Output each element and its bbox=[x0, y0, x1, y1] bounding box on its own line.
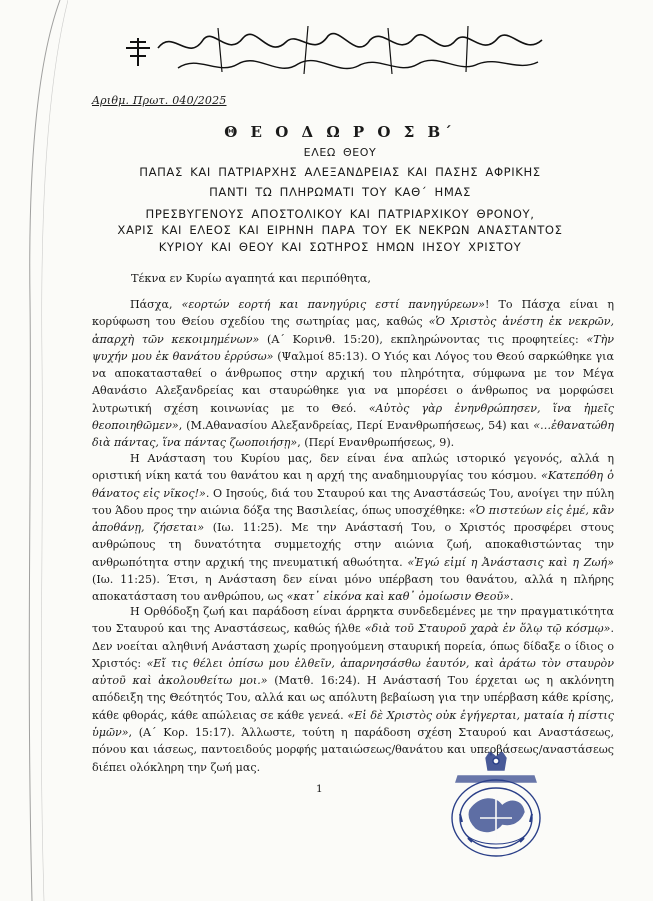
text-span: (Ματθ. 16:24). Η Ανάστασή Του έρχεται ως η ακλόνητη απόδειξη της Θεότητός Του, αλλά και ως απόλυτη βεβαίωση για την υπέρβαση κάθε κρίσης, κάθε φθοράς, κάθε απώλειας σε κάθε γενεά. bbox=[92, 674, 615, 722]
text-span: , (Περί Ενανθρωπήσεως, 9). bbox=[297, 436, 455, 450]
text-span: . bbox=[509, 590, 514, 604]
header-line-3: ΠΑΝΤΙ ΤΩ ΠΛΗΡΩΜΑΤΙ ΤΟΥ ΚΑΘ΄ ΗΜΑΣ bbox=[209, 185, 471, 199]
text-span: Πάσχα, bbox=[130, 298, 182, 311]
protocol-number: Αριθμ. Πρωτ. 040/2025 bbox=[92, 94, 227, 107]
paragraph-2 bbox=[92, 450, 614, 606]
text-span: , (Μ.Αθανασίου Αλεξανδρείας, Περί Ενανθρωπήσεως, 54) και bbox=[178, 419, 534, 433]
paragraph-3 bbox=[92, 603, 614, 776]
quote: «Ὁ πιστεύων εἰς ἐμέ, κἂν ἀποθάνῃ, ζήσεται» bbox=[92, 503, 614, 535]
page-number: 1 bbox=[316, 783, 323, 795]
paragraph-1 bbox=[92, 296, 614, 452]
header-line-1: ΕΛΕΩ ΘΕΟΥ bbox=[303, 146, 377, 159]
header-line-5: ΧΑΡΙΣ ΚΑΙ ΕΛΕΟΣ ΚΑΙ ΕΙΡΗΝΗ ΠΑΡΑ ΤΟΥ ΕΚ ΝΕΚΡΩΝ ΑΝΑΣΤΑΝΤΟΣ bbox=[117, 223, 563, 237]
quote: «…ἐθανατώθη διὰ πάντας, ἵνα πάντας ζωοποιήσῃ» bbox=[92, 419, 614, 450]
fold-line bbox=[8, 0, 68, 901]
text-span: (Ψαλμοί 85:13). Ο Υιός και Λόγος του Θεού σαρκώθηκε για να αποκατασταθεί ο άνθρωπος στην αρχική του πληρότητα, σύμφωνα με τον Μέγα Αθανάσιο Αλεξανδρείας και σταυρώθηκε για να μπορέσει ο άνθρωπος να μορφώσει λυτρωτική σχέση κοινωνίας με το Θεό. bbox=[92, 349, 614, 415]
header-line-4: ΠΡΕΣΒΥΓΕΝΟΥΣ ΑΠΟΣΤΟΛΙΚΟΥ ΚΑΙ ΠΑΤΡΙΑΡΧΙΚΟΥ ΘΡΟΝΟΥ, bbox=[145, 207, 535, 221]
salutation: Τέκνα εν Κυρίω αγαπητά και περιπόθητα, bbox=[131, 272, 372, 285]
text-span: (Α΄ Κορινθ. 15:20), εκπληρώνοντας τις προφητείες: bbox=[259, 332, 587, 346]
quote: «διὰ τοῦ Σταυροῦ χαρὰ ἐν ὅλῳ τῷ κόσμῳ» bbox=[364, 622, 611, 636]
text-span: . Ο Ιησούς, διά του Σταυρού και της Αναστάσεώς Του, ανοίγει την πύλη του Άδου προς την αιώνια δόξα της Βασιλείας, όπως υποσχέθηκε: bbox=[92, 486, 615, 517]
text-span: ! Το Πάσχα είναι η κορύφωση του Θείου σχεδίου της σωτηρίας μας, καθώς bbox=[92, 298, 614, 329]
text-span: (Ιω. 11:25). Έτσι, η Ανάσταση δεν είναι μόνο υπέρβαση του θανάτου, αλλά η πλήρης αποκατάσταση του ανθρώπου, ως bbox=[92, 573, 614, 604]
quote: «Εἰ δὲ Χριστὸς οὐκ ἐγήγερται, ματαία ἡ πίστις ὑμῶν» bbox=[92, 708, 614, 740]
text-span: , (Α΄ Κορ. 15:17). Άλλωστε, τούτη η παράδοση σχέση Σταυρού και Αναστάσεως, πόνου και ιάσεως, παντοειδούς μορφής ματαιώσεως/θανάτου και υπερβάσεως/αναστάσεως διέπει ολόκληρη την ζωή μας. bbox=[92, 726, 614, 774]
quote: «Ὁ Χριστὸς ἀνέστη ἐκ νεκρῶν, ἀπαρχὴ τῶν κεκοιμημένων» bbox=[92, 315, 614, 346]
quote: «εορτών εορτή και πανηγύρις εστί πανηγύρεων» bbox=[181, 298, 485, 311]
quote: «Ἐγώ εἰμί η Ἀνάστασις καὶ η Ζωή» bbox=[407, 555, 614, 569]
quote: «Κατεπόθη ὁ θάνατος εἰς νῖκος!» bbox=[92, 469, 614, 500]
patriarch-name: Θ Ε Ο Δ Ω Ρ Ο Σ Β΄ bbox=[224, 123, 456, 141]
patriarchate-seal bbox=[440, 752, 552, 860]
text-span: . Δεν νοείται αληθινή Ανάσταση χωρίς προηγούμενη σταυρική πορεία, όπως δίδαξε ο ίδιος ο Χριστός: bbox=[92, 622, 614, 670]
header-line-2: ΠΑΠΑΣ ΚΑΙ ΠΑΤΡΙΑΡΧΗΣ ΑΛΕΞΑΝΔΡΕΙΑΣ ΚΑΙ ΠΑΣΗΣ ΑΦΡΙΚΗΣ bbox=[139, 165, 541, 179]
patriarch-signature bbox=[118, 18, 558, 80]
quote: «Εἴ τις θέλει ὀπίσω μου ἐλθεῖν, ἀπαρνησάσθω ἑαυτόν, καὶ ἀράτω τὸν σταυρὸν αὐτοῦ καὶ ἀκολουθείτω μοι.» bbox=[92, 656, 614, 688]
quote: «Αὐτὸς γὰρ ἐνηνθρώπησεν, ἵνα ἡμεῖς θεοποιηθῶμεν» bbox=[92, 401, 614, 433]
text-span: Η Ανάσταση του Κυρίου μας, δεν είναι ένα απλώς ιστορικό γεγονός, αλλά η οριστική νίκη κατά του θανάτου και η αρχή της αναδημιουργίας του κόσμου. bbox=[92, 452, 614, 483]
header-line-6: ΚΥΡΙΟΥ ΚΑΙ ΘΕΟΥ ΚΑΙ ΣΩΤΗΡΟΣ ΗΜΩΝ ΙΗΣΟΥ ΧΡΙΣΤΟΥ bbox=[158, 240, 522, 254]
text-span: Η Ορθόδοξη ζωή και παράδοση είναι άρρηκτα συνδεδεμένες με την πραγματικότητα του Σταυρού και της Αναστάσεως, καθώς ήλθε bbox=[92, 605, 614, 636]
quote: «κατ᾽ εἰκόνα καὶ καθ᾽ ὁμοίωσιν Θεοῦ» bbox=[286, 590, 510, 604]
text-span: (Ιω. 11:25). Με την Ανάστασή Του, ο Χριστός προσφέρει στους ανθρώπους τη δυνατότητα συμμετοχής στην αιώνια ζωή, αποκαθιστώντας την ανθρωπότητα στην αρχική της πνευματική αθωότητα. bbox=[92, 521, 614, 569]
quote: «Τὴν ψυχήν μου ἐκ θανάτου ἐρρύσω» bbox=[92, 332, 614, 363]
